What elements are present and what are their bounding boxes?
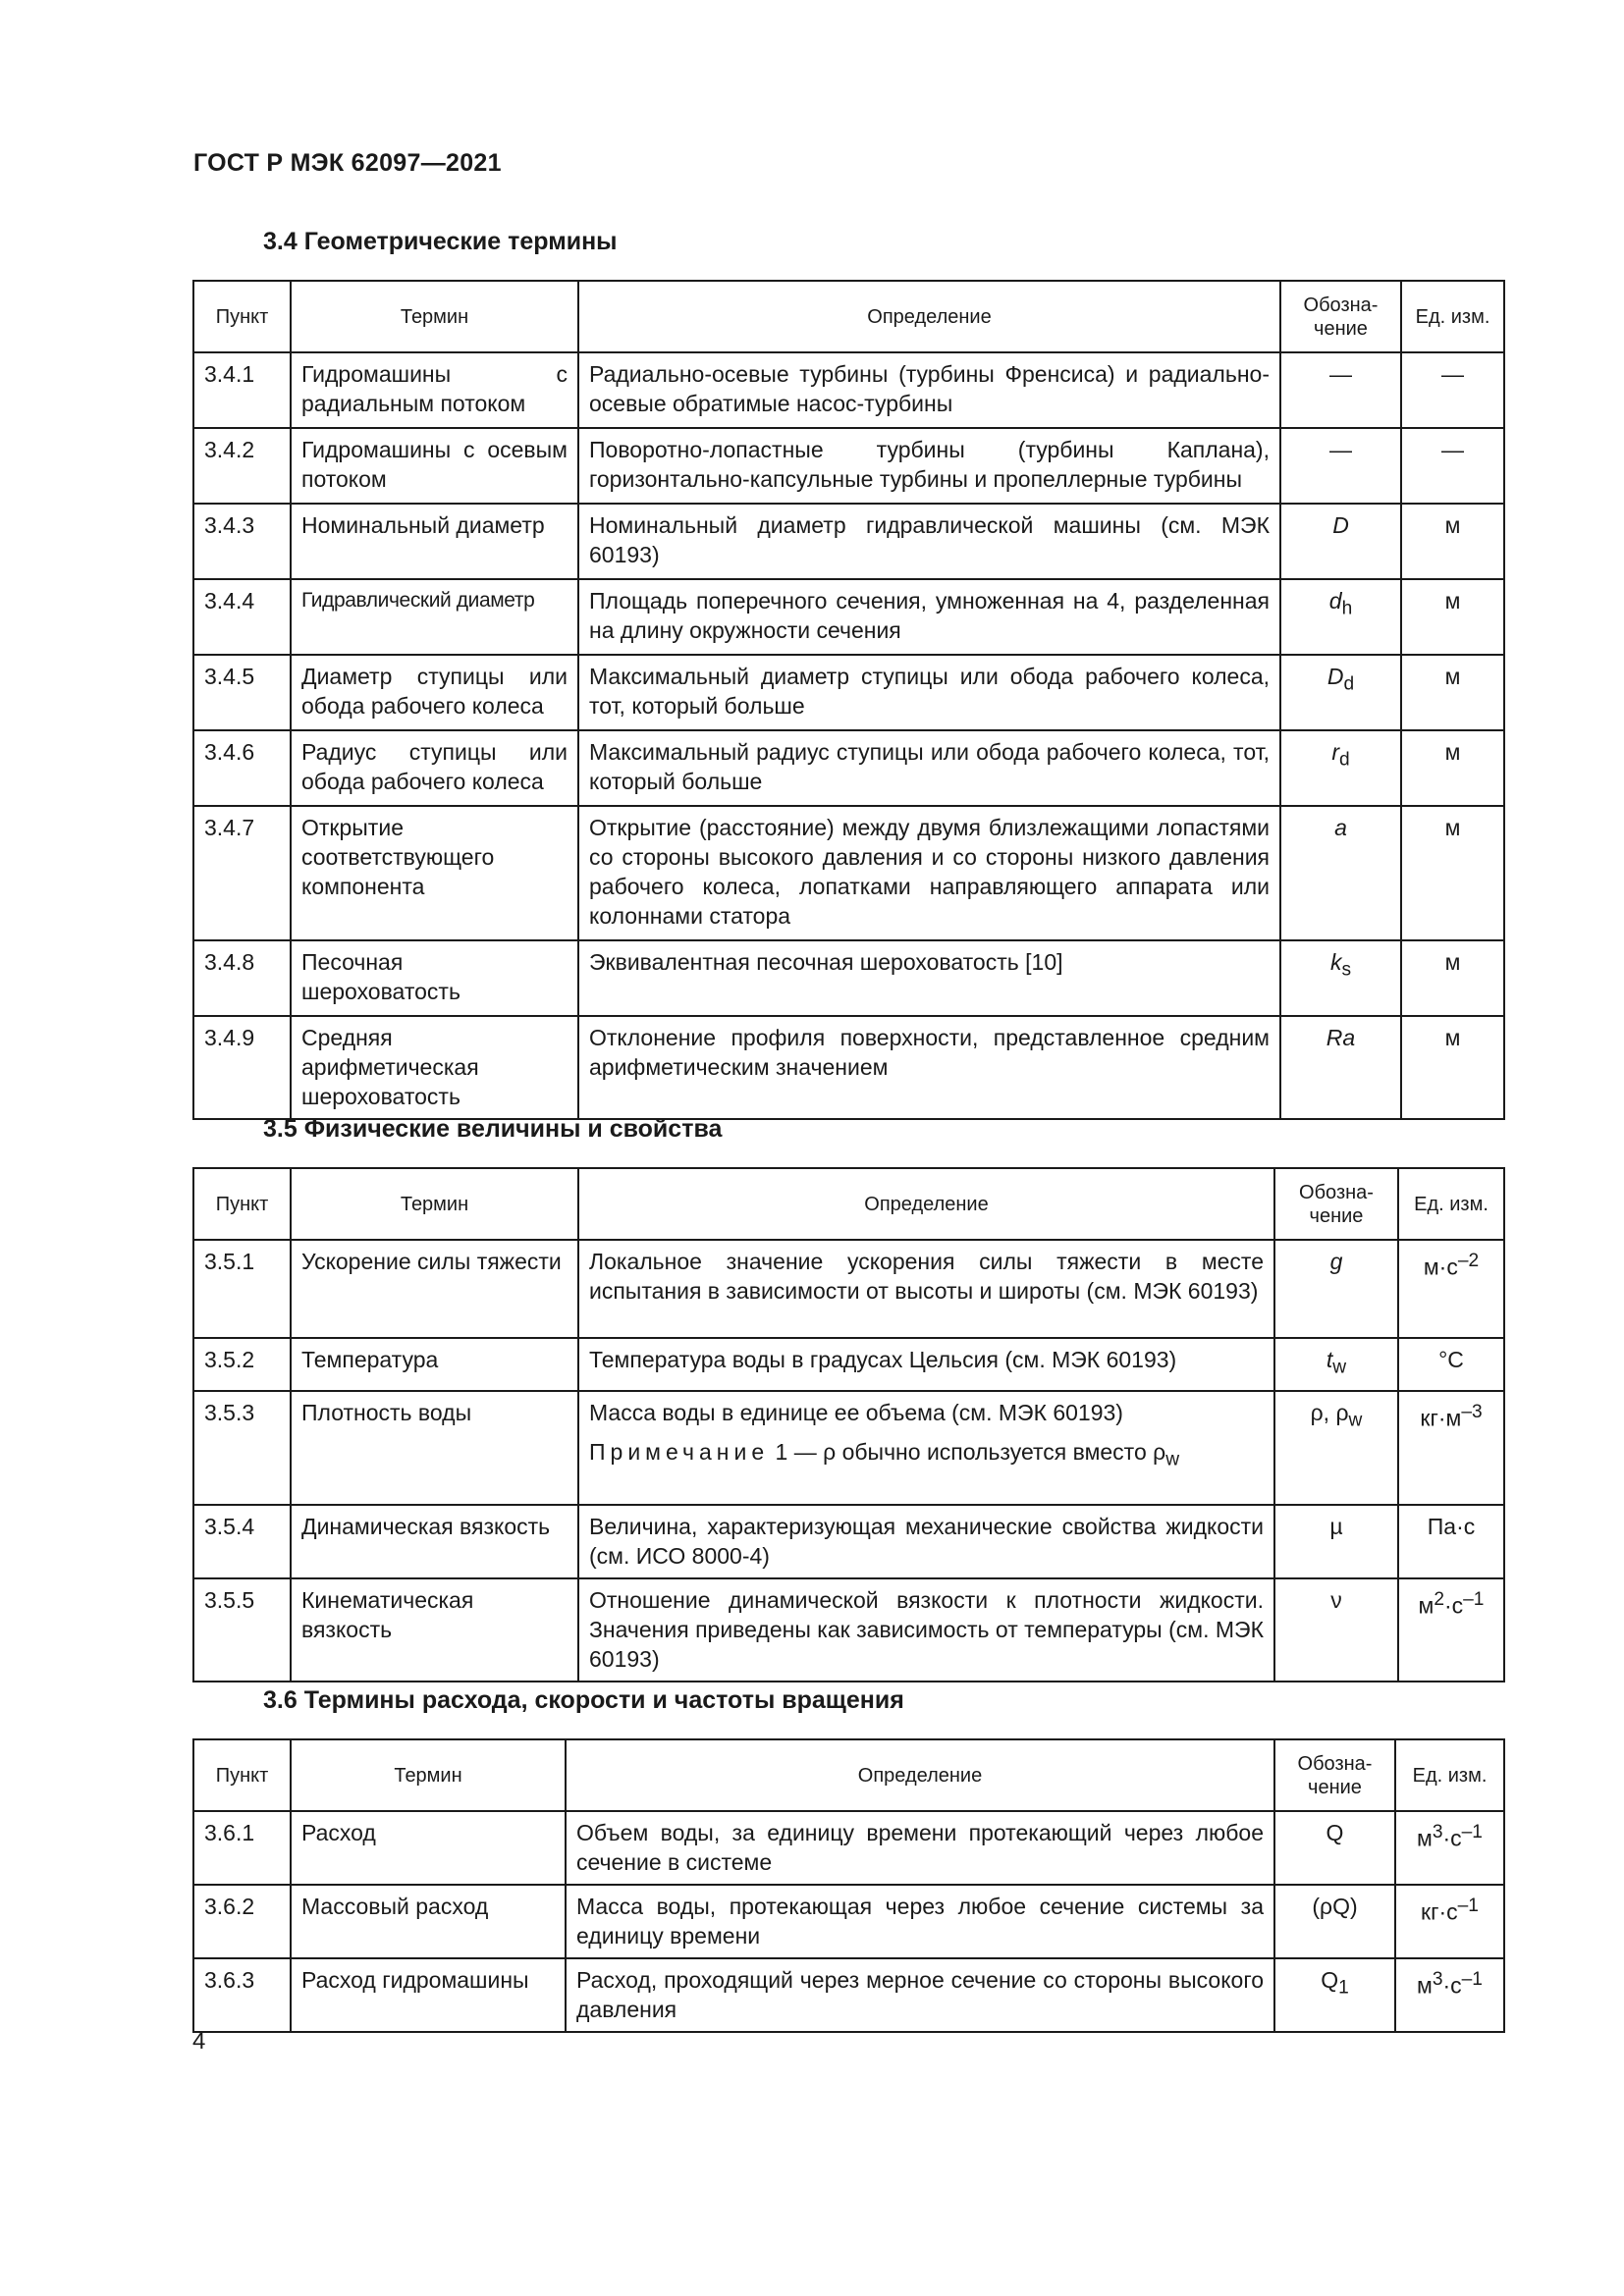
row-term: Диаметр ступицы или обода рабочего колеса: [291, 655, 578, 730]
row-num: 3.5.4: [193, 1505, 291, 1578]
unit-main: м: [1418, 1592, 1435, 1619]
row-symbol: µ: [1274, 1505, 1398, 1578]
symbol-main: ρ, ρ: [1310, 1399, 1349, 1425]
row-term: Гидромашины с радиальным потоком: [291, 352, 578, 428]
row-definition: Температура воды в градусах Цельсия (см. МЭК 60193): [578, 1338, 1274, 1391]
row-term: Гидравлический диаметр: [291, 579, 578, 655]
row-symbol: [1280, 579, 1401, 655]
symbol-subscript: w: [1332, 1357, 1347, 1378]
unit-main: м·с: [1423, 1254, 1458, 1280]
row-symbol: Q: [1274, 1811, 1395, 1885]
unit-power: 3: [1432, 1969, 1443, 1990]
col-header-num: Пункт: [193, 281, 291, 352]
row-symbol: [1274, 1391, 1398, 1505]
row-unit: °C: [1398, 1338, 1504, 1391]
row-num: 3.4.6: [193, 730, 291, 806]
table-row: [193, 579, 1504, 655]
row-num: 3.4.4: [193, 579, 291, 655]
col-header-num: Пункт: [193, 1168, 291, 1240]
row-term: Кинематическая вязкость: [291, 1578, 578, 1682]
symbol-main: t: [1326, 1347, 1333, 1372]
row-definition: Масса воды, протекающая через любое сечение системы за единицу времени: [566, 1885, 1274, 1958]
row-definition: Расход, проходящий через мерное сечение со стороны высокого давления: [566, 1958, 1274, 2032]
row-unit: м: [1401, 730, 1504, 806]
table-row: [193, 1391, 1504, 1505]
col-header-unit: Ед. изм.: [1401, 281, 1504, 352]
unit-exponent: –3: [1461, 1401, 1483, 1422]
col-header-term: Термин: [291, 1739, 566, 1811]
row-symbol: a: [1280, 806, 1401, 940]
table-row: [193, 1885, 1504, 1958]
row-unit: м: [1401, 940, 1504, 1016]
table-row: [193, 1240, 1504, 1338]
row-unit: [1395, 1958, 1504, 2032]
table-physical-quantities: [192, 1167, 1505, 1682]
col-header-sym: Обозна- чение: [1280, 281, 1401, 352]
unit-exponent: –1: [1461, 1969, 1483, 1990]
table-row: [193, 806, 1504, 940]
row-term: Открытие соответствующего компонента: [291, 806, 578, 940]
unit-exponent: –1: [1463, 1588, 1485, 1610]
row-definition: Максимальный диаметр ступицы или обода рабочего колеса, тот, который больше: [578, 655, 1280, 730]
row-definition: Открытие (расстояние) между двумя близлежащими лопастями со стороны высокого давления и со стороны низкого давления рабочего колеса, лопатками направляющего аппарата или колоннами статора: [578, 806, 1280, 940]
symbol-subscript: 1: [1338, 1977, 1349, 1999]
row-unit: м: [1401, 806, 1504, 940]
table-row: [193, 655, 1504, 730]
row-term: Плотность воды: [291, 1391, 578, 1505]
page-number: 4: [192, 2028, 206, 2055]
row-unit: м: [1401, 579, 1504, 655]
unit-power: 3: [1432, 1822, 1443, 1842]
table-header-row: [193, 281, 1504, 352]
table-row: [193, 1958, 1504, 2032]
row-unit: [1398, 1240, 1504, 1338]
row-definition: Величина, характеризующая механические свойства жидкости (см. ИСО 8000-4): [578, 1505, 1274, 1578]
row-num: 3.6.3: [193, 1958, 291, 2032]
symbol-subscript: w: [1348, 1410, 1363, 1431]
row-num: 3.6.1: [193, 1811, 291, 1885]
row-symbol: Ra: [1280, 1016, 1401, 1119]
col-header-term: Термин: [291, 281, 578, 352]
row-symbol: D: [1280, 504, 1401, 579]
col-header-num: Пункт: [193, 1739, 291, 1811]
col-header-def: Определение: [578, 1168, 1274, 1240]
symbol-main: d: [1328, 588, 1342, 614]
unit-power: 2: [1434, 1588, 1444, 1610]
table-row: [193, 1016, 1504, 1119]
row-symbol: —: [1280, 352, 1401, 428]
definition-note: [589, 1437, 1264, 1475]
row-definition: Отклонение профиля поверхности, представленное средним арифметическим значением: [578, 1016, 1280, 1119]
row-num: 3.4.1: [193, 352, 291, 428]
table-geometric-terms: [192, 280, 1505, 1120]
row-symbol: (ρQ): [1274, 1885, 1395, 1958]
row-term: Гидромашины с осевым потоком: [291, 428, 578, 504]
table-header-row: [193, 1168, 1504, 1240]
symbol-main: D: [1326, 664, 1344, 689]
row-definition: Эквивалентная песочная шероховатость [10]: [578, 940, 1280, 1016]
unit-rest: ·с: [1443, 1592, 1464, 1619]
row-definition: [578, 1391, 1274, 1505]
row-unit: м: [1401, 1016, 1504, 1119]
row-term: Температура: [291, 1338, 578, 1391]
table-flow-terms: [192, 1738, 1505, 2033]
row-unit: [1395, 1885, 1504, 1958]
row-term: Массовый расход: [291, 1885, 566, 1958]
note-text: 1 — ρ обычно используется вместо ρ: [769, 1438, 1166, 1465]
col-header-term: Термин: [291, 1168, 578, 1240]
row-unit: м: [1401, 504, 1504, 579]
row-definition: Отношение динамической вязкости к плотности жидкости. Значения приведены как зависимость от температуры (см. МЭК 60193): [578, 1578, 1274, 1682]
row-term: Радиус ступицы или обода рабочего колеса: [291, 730, 578, 806]
row-definition: Номинальный диаметр гидравлической машины (см. МЭК 60193): [578, 504, 1280, 579]
table-row: [193, 1505, 1504, 1578]
row-symbol: [1274, 1958, 1395, 2032]
unit-exponent: –2: [1457, 1251, 1480, 1271]
row-num: 3.4.9: [193, 1016, 291, 1119]
table-header-row: [193, 1739, 1504, 1811]
row-definition: Максимальный радиус ступицы или обода рабочего колеса, тот, который больше: [578, 730, 1280, 806]
symbol-main: Q: [1321, 1967, 1339, 1993]
row-unit: м: [1401, 655, 1504, 730]
row-term: Динамическая вязкость: [291, 1505, 578, 1578]
row-symbol: —: [1280, 428, 1401, 504]
table-row: [193, 1338, 1504, 1391]
row-num: 3.4.3: [193, 504, 291, 579]
unit-main: м: [1417, 1825, 1433, 1851]
row-unit: —: [1401, 352, 1504, 428]
row-term: Расход гидромашины: [291, 1958, 566, 2032]
table-row: [193, 730, 1504, 806]
row-symbol: g: [1274, 1240, 1398, 1338]
row-definition: Объем воды, за единицу времени протекающий через любое сечение в системе: [566, 1811, 1274, 1885]
row-term: Средняя арифметическая шероховатость: [291, 1016, 578, 1119]
row-definition: Поворотно-лопастные турбины (турбины Каплана), горизонтально-капсульные турбины и пропеллерные турбины: [578, 428, 1280, 504]
table-row: [193, 940, 1504, 1016]
row-num: 3.5.2: [193, 1338, 291, 1391]
col-header-unit: Ед. изм.: [1395, 1739, 1504, 1811]
row-unit: Па·с: [1398, 1505, 1504, 1578]
note-label: Примечание: [589, 1438, 770, 1465]
table-row: [193, 428, 1504, 504]
row-num: 3.5.1: [193, 1240, 291, 1338]
row-symbol: [1280, 940, 1401, 1016]
symbol-subscript: s: [1341, 959, 1352, 981]
table-row: [193, 504, 1504, 579]
row-num: 3.4.8: [193, 940, 291, 1016]
unit-exponent: –1: [1461, 1822, 1483, 1842]
section-title-3-4: 3.4 Геометрические термины: [263, 228, 618, 255]
unit-rest: ·с: [1442, 1825, 1462, 1851]
symbol-subscript: h: [1341, 598, 1353, 619]
row-unit: [1398, 1391, 1504, 1505]
row-term: Расход: [291, 1811, 566, 1885]
unit-main: кг·с: [1421, 1898, 1458, 1925]
note-subscript: w: [1165, 1449, 1180, 1470]
symbol-subscript: d: [1343, 673, 1355, 695]
row-symbol: ν: [1274, 1578, 1398, 1682]
col-header-def: Определение: [578, 281, 1280, 352]
table-row: [193, 352, 1504, 428]
row-num: 3.4.2: [193, 428, 291, 504]
row-num: 3.4.7: [193, 806, 291, 940]
unit-exponent: –1: [1457, 1896, 1479, 1916]
row-num: 3.5.3: [193, 1391, 291, 1505]
section-title-3-6: 3.6 Термины расхода, скорости и частоты вращения: [263, 1686, 904, 1714]
row-symbol: [1280, 655, 1401, 730]
table-row: [193, 1811, 1504, 1885]
symbol-subscript: d: [1339, 749, 1350, 771]
row-definition: Локальное значение ускорения силы тяжести в месте испытания в зависимости от высоты и широты (см. МЭК 60193): [578, 1240, 1274, 1338]
col-header-sym: Обозна- чение: [1274, 1168, 1398, 1240]
row-definition: Площадь поперечного сечения, умноженная на 4, разделенная на длину окружности сечения: [578, 579, 1280, 655]
row-term: Песочная шероховатость: [291, 940, 578, 1016]
row-symbol: [1280, 730, 1401, 806]
col-header-sym: Обозна- чение: [1274, 1739, 1395, 1811]
row-definition: Радиально-осевые турбины (турбины Френсиса) и радиально-осевые обратимые насос-турбины: [578, 352, 1280, 428]
unit-main: м: [1417, 1972, 1433, 1999]
row-num: 3.6.2: [193, 1885, 291, 1958]
col-header-unit: Ед. изм.: [1398, 1168, 1504, 1240]
col-header-def: Определение: [566, 1739, 1274, 1811]
row-unit: —: [1401, 428, 1504, 504]
table-row: [193, 1578, 1504, 1682]
row-symbol: [1274, 1338, 1398, 1391]
unit-main: кг·м: [1420, 1405, 1462, 1431]
symbol-main: k: [1329, 949, 1342, 975]
definition-text: Масса воды в единице ее объема (см. МЭК 60193): [589, 1399, 1123, 1425]
row-num: 3.4.5: [193, 655, 291, 730]
row-term: Номинальный диаметр: [291, 504, 578, 579]
row-unit: [1395, 1811, 1504, 1885]
row-term: Ускорение силы тяжести: [291, 1240, 578, 1338]
row-num: 3.5.5: [193, 1578, 291, 1682]
unit-rest: ·с: [1442, 1972, 1462, 1999]
row-unit: [1398, 1578, 1504, 1682]
document-header: ГОСТ Р МЭК 62097—2021: [193, 149, 502, 177]
symbol-main: r: [1331, 739, 1339, 765]
section-title-3-5: 3.5 Физические величины и свойства: [263, 1115, 723, 1143]
